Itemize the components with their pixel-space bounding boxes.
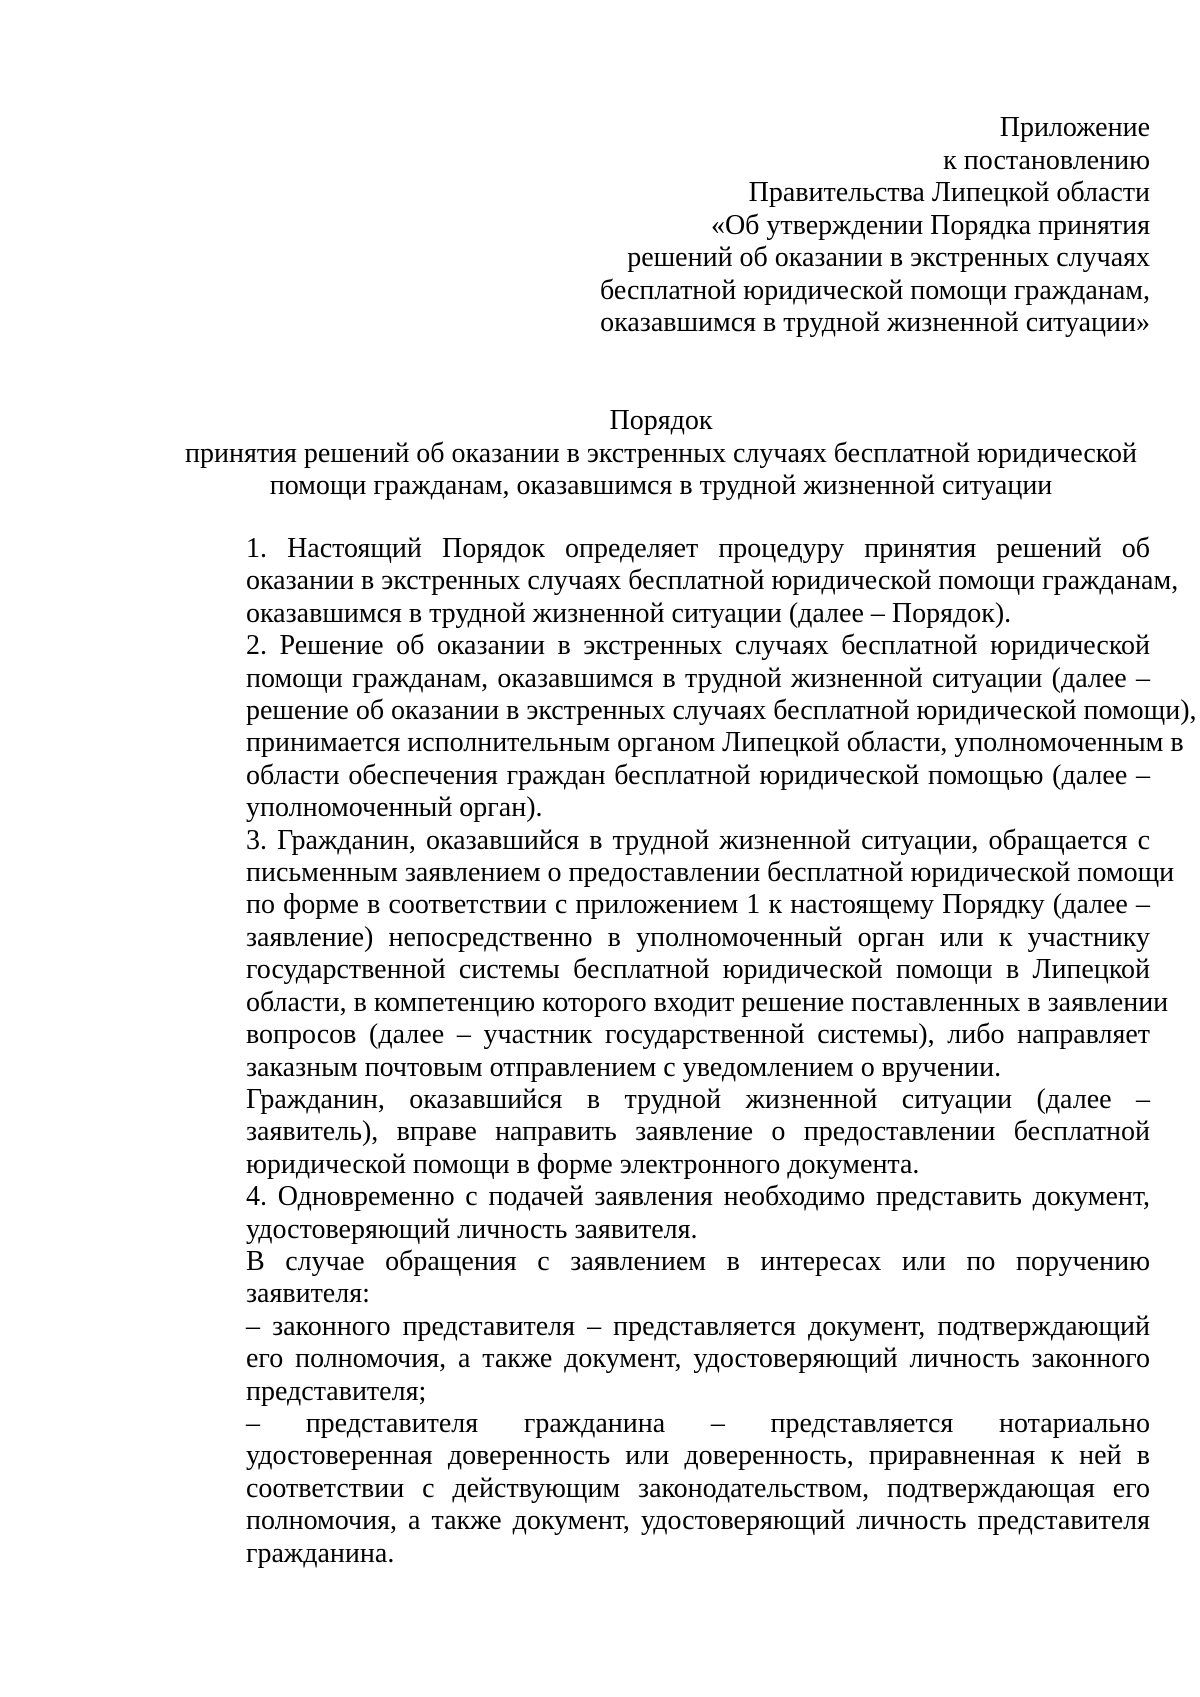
paragraph (172, 1246, 1150, 1311)
text-line: принимается исполнительным органом Липецкой области, уполномоченным в (246, 727, 1184, 759)
paragraph (172, 630, 1197, 824)
text-line: заявитель), вправе направить заявление о предоставлении бесплатной (246, 1116, 1150, 1148)
text-line: по форме в соответствии с приложением 1 к настоящему Порядку (далее – (246, 889, 1150, 921)
title-line: принятия решений об оказании в экстренных случаях бесплатной юридической (185, 437, 1137, 469)
text-line: области, в компетенцию которого входит решение поставленных в заявлении (246, 986, 1169, 1018)
annex-line: «Об утверждении Порядка принятия (710, 209, 1150, 241)
text-line: Гражданин, оказавшийся в трудной жизненной ситуации (далее – (246, 1083, 1150, 1115)
paragraph (172, 533, 1179, 630)
document-title (172, 405, 1150, 503)
text-line: оказавшимся в трудной жизненной ситуации (далее – Порядок). (246, 597, 1012, 629)
text-line: уполномоченный орган). (246, 792, 543, 824)
text-line: удостоверяющий личность заявителя. (246, 1213, 698, 1245)
text-line: соответствии с действующим законодательством, подтверждающая его (246, 1472, 1150, 1504)
annex-header (560, 112, 1150, 340)
annex-line: оказавшимся в трудной жизненной ситуации» (600, 307, 1150, 338)
text-line: 1. Настоящий Порядок определяет процедуру принятия решений об (246, 533, 1150, 564)
paragraph (172, 1408, 1150, 1570)
paragraph (172, 1084, 1150, 1181)
text-line: 2. Решение об оказании в экстренных случаях бесплатной юридической (246, 630, 1150, 662)
title-line: помощи гражданам, оказавшимся в трудной жизненной ситуации (269, 470, 1053, 501)
text-line: заказным почтовым отправлением с уведомлением о вручении. (246, 1051, 1002, 1083)
text-line: – представителя гражданина – представляется нотариально (246, 1407, 1150, 1439)
text-line: гражданина. (246, 1537, 395, 1569)
text-line: В случае обращения с заявлением в интересах или по поручению (246, 1245, 1150, 1277)
text-line: области обеспечения граждан бесплатной юридической помощью (далее – (246, 759, 1150, 791)
text-line: полномочия, а также документ, удостоверяющий личность представителя (246, 1505, 1150, 1537)
text-line: заявление) непосредственно в уполномоченный орган или к участнику (246, 921, 1150, 953)
text-line: – законного представителя – представляется документ, подтверждающий (246, 1310, 1150, 1342)
text-line: 4. Одновременно с подачей заявления необходимо представить документ, (246, 1181, 1150, 1213)
paragraph (172, 1311, 1150, 1408)
annex-line: решений об оказании в экстренных случаях (627, 242, 1150, 273)
annex-line: Приложение (999, 112, 1150, 143)
annex-line: к постановлению (943, 144, 1150, 176)
annex-line: Правительства Липецкой области (748, 177, 1150, 208)
text-line: 3. Гражданин, оказавшийся в трудной жизненной ситуации, обращается с (246, 824, 1150, 856)
paragraph (172, 1181, 1150, 1246)
title-heading: Порядок (609, 405, 713, 436)
text-line: удостоверенная доверенность или доверенность, приравненная к ней в (246, 1440, 1150, 1472)
text-line: оказании в экстренных случаях бесплатной юридической помощи гражданам, (246, 565, 1179, 597)
text-line: заявителя: (246, 1278, 370, 1310)
text-line: решение об оказании в экстренных случаях бесплатной юридической помощи), (246, 695, 1197, 727)
paragraph (172, 824, 1175, 1084)
text-line: вопросов (далее – участник государственной системы), либо направляет (246, 1019, 1150, 1051)
text-line: его полномочия, а также документ, удостоверяющий личность законного (246, 1343, 1150, 1375)
annex-line: бесплатной юридической помощи гражданам, (599, 274, 1150, 306)
document-body (172, 533, 1197, 1570)
text-line: помощи гражданам, оказавшимся в трудной жизненной ситуации (далее – (246, 662, 1150, 694)
text-line: юридической помощи в форме электронного документа. (246, 1148, 920, 1180)
text-line: государственной системы бесплатной юридической помощи в Липецкой (246, 954, 1150, 986)
text-line: письменным заявлением о предоставлении бесплатной юридической помощи (246, 857, 1175, 889)
text-line: представителя; (246, 1375, 427, 1407)
